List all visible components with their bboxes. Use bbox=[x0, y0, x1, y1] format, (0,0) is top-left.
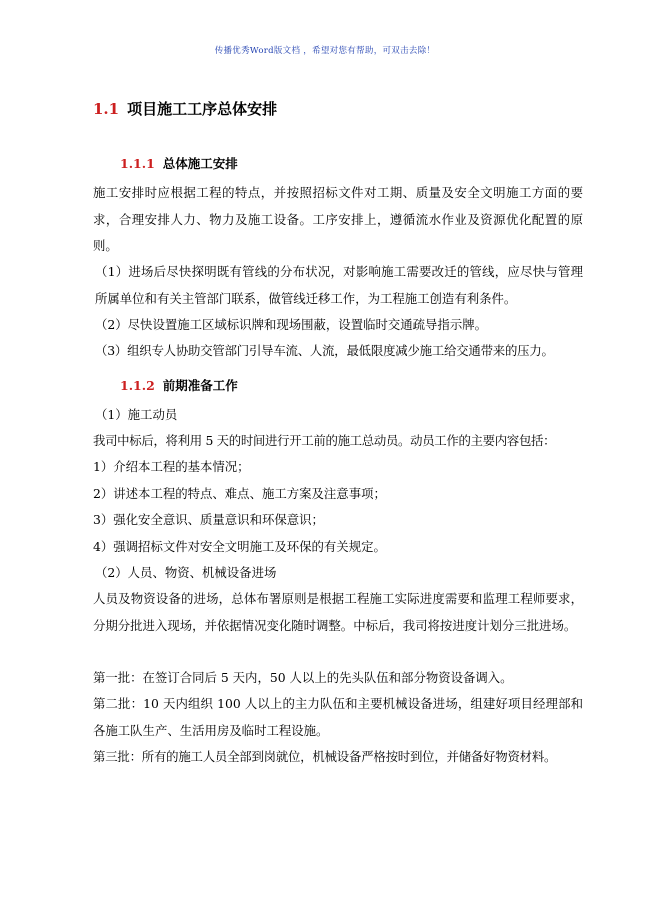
list-item-3: （3）组织专人协助交管部门引导车流、人流，最低限度减少施工给交通带来的压力。 bbox=[95, 343, 554, 358]
intro-paragraph: 施工安排时应根据工程的特点，并按照招标文件对工期、质量及安全文明施工方面的要求，合理安排人力、物力及施工设备。工序安排上，遵循流水作业及资源优化配置的原则。 bbox=[93, 185, 583, 253]
section-number: 1.1 bbox=[93, 100, 120, 118]
list-item-2: （2）尽快设置施工区域标识牌和现场围蔽，设置临时交通疏导指示牌。 bbox=[95, 317, 487, 332]
batch-2: 第二批：10 天内组织 100 人以上的主力队伍和主要机械设备进场，组建好项目经理部和各施工队生产、生活用房及临时工程设施。 bbox=[93, 696, 583, 738]
entry-heading: （2）人员、物资、机械设备进场 bbox=[95, 565, 277, 580]
list-item-1: （1）进场后尽快探明既有管线的分布状况，对影响施工需要改迁的管线，应尽快与管理所属单位和有关主管部门联系，做管线迁移工作，为工程施工创造有利条件。 bbox=[95, 264, 583, 306]
mobilization-item-4: 4）强调招标文件对安全文明施工及环保的有关规定。 bbox=[93, 539, 386, 554]
subsection-number-1: 1.1.1 bbox=[120, 156, 155, 171]
mobilization-item-3: 3）强化安全意识、质量意识和环保意识； bbox=[93, 512, 324, 527]
mobilization-text: 我司中标后，将利用 5 天的时间进行开工前的施工总动员。动员工作的主要内容包括： bbox=[93, 433, 556, 448]
mobilization-item-2: 2）讲述本工程的特点、难点、施工方案及注意事项； bbox=[93, 486, 386, 501]
mobilization-item-1: 1）介绍本工程的基本情况； bbox=[93, 459, 250, 474]
batch-1: 第一批：在签订合同后 5 天内，50 人以上的先头队伍和部分物资设备调入。 bbox=[93, 670, 513, 685]
subsection-heading-1 bbox=[120, 154, 238, 172]
subsection-heading-2 bbox=[120, 376, 238, 394]
subsection-number-2: 1.1.2 bbox=[120, 378, 155, 393]
subsection-title-2: 前期准备工作 bbox=[162, 378, 238, 393]
header-note: 传播优秀Word版文档 ，希望对您有帮助，可双击去除！ bbox=[214, 46, 436, 56]
section-heading bbox=[93, 98, 277, 119]
section-title: 项目施工工序总体安排 bbox=[127, 100, 278, 118]
mobilization-heading: （1）施工动员 bbox=[95, 407, 178, 422]
batch-3: 第三批：所有的施工人员全部到岗就位，机械设备严格按时到位，并储备好物资材料。 bbox=[93, 749, 557, 764]
subsection-title-1: 总体施工安排 bbox=[162, 156, 238, 171]
entry-paragraph: 人员及物资设备的进场，总体布署原则是根据工程施工实际进度需要和监理工程师要求，分期分批进入现场，并依据情况变化随时调整。中标后，我司将按进度计划分三批进场。 bbox=[93, 591, 583, 633]
